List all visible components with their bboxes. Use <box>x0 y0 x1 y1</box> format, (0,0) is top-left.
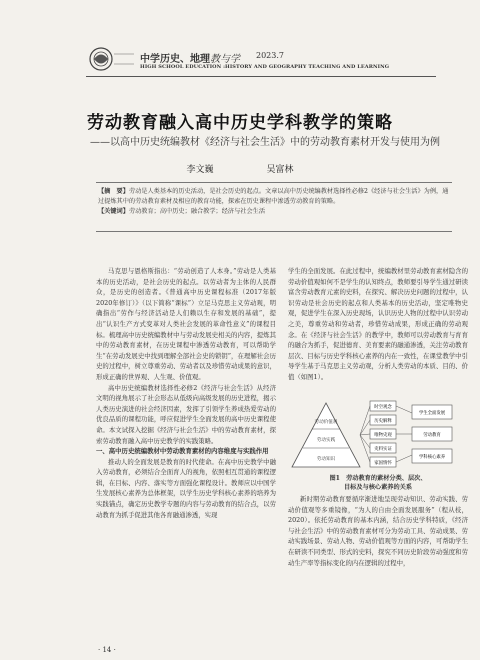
paragraph: 马克思与恩格斯指出：“劳动创造了人本身。”劳动是人类基本的历史活动，是社会历史的起点。以劳动者为主体的人民群众，是历史的创造者。《普通高中历史课程标准（2017年版2020年修订）》（以下简称“课标”）立足马克思主义劳动观，明确指出“劳作与经济活动是人们赖以生存和发展的基础”，提出“认识生产方式变革对人类社会发展的革命性意义”的课程目标。梳理高中历史统编教材中与劳动发展史相关的内容，提炼其中的劳动教育素材，在历史课程中渗透劳动教育，可以帮助学生“在劳动发展史中找到理解全部社会史的锁钥”，在理解社会历史的过程中，树立尊重劳动、劳动者以及珍惜劳动成果的意识，形成正确的世界观、人生观、价值观。 <box>96 267 276 381</box>
author-2: 吴富林 <box>266 165 294 175</box>
figure-caption-line-2: 目标及与核心素养的关系 <box>343 484 413 491</box>
tier-label-top: 劳动价值观 <box>314 420 338 425</box>
authors <box>0 162 480 175</box>
abstract-label: 【摘 要】 <box>98 188 129 195</box>
abstract <box>98 187 450 207</box>
box-label: 家国情怀 <box>374 461 392 466</box>
box-label: 唯物史观 <box>374 433 392 438</box>
body-left-column <box>96 266 276 642</box>
figure-1-diagram <box>288 395 468 473</box>
keywords <box>98 207 450 217</box>
journal-english-name: HIGH SCHOOL EDUCATION :HISTORY AND GEOGRAPHY TEACHING AND LEARNING <box>140 64 390 70</box>
abstract-text: 劳动是人类基本的历史活动，是社会历史的起点。文章以高中历史统编教材选择性必修2《经济与社会生活》为例，通过提炼其中的劳动教育素材及相应的教育功能，探索在历史课程中渗透劳动教育的策略。 <box>98 188 449 205</box>
target-label: 劳动教育 <box>423 433 441 438</box>
body-right-column-top <box>288 266 468 392</box>
body-right-column-bottom <box>288 494 468 644</box>
tier-label-bottom: 劳动知识 <box>316 457 336 462</box>
tier-label-middle: 劳动实践 <box>316 438 336 443</box>
box-label: 时空观念 <box>374 405 392 410</box>
paragraph: 推动人的全面发展是教育的时代使命。在高中历史教学中融入劳动教育，必须结合全面育人的视角，依照相互贯通的课程逻辑，在目标、内容、落实等方面强化课程设计。教师应以中国学生发展核心素养为总体框架，以学生历史学科核心素养的培养为实践锚点，确定历史教学专题的内容与劳动教育的结合点，以劳动教育为抓手促进其他各育融通渗透，实现 <box>96 457 276 519</box>
journal-suffix: 教与学 <box>210 54 240 65</box>
abstract-box <box>96 182 452 232</box>
article-title: 劳动教育融入高中历史学科教学的策略 <box>87 113 393 133</box>
journal-name <box>140 50 240 65</box>
section-heading: 一、高中历史统编教材中劳动教育素材的内容维度与实践作用 <box>96 447 269 456</box>
figure-caption <box>288 474 468 492</box>
box-label: 历史解释 <box>374 419 392 424</box>
page-number: · 14 · <box>98 646 116 654</box>
target-label: 学生全面发展 <box>418 411 446 416</box>
core-literacy-boxes <box>370 401 396 467</box>
issue-number: 2023.7 <box>256 51 284 60</box>
journal-logo-icon <box>88 46 136 72</box>
header-divider <box>86 76 436 77</box>
journal-title: 中学历史、地理 <box>140 54 210 65</box>
paragraph: 新时期劳动教育要循序渐进地呈现劳动知识、劳动实践、劳动价值观等多重镜像，“为人的自由全面发展服务”（程从枝，2020）。依托劳动教育的基本内涵，结合历史学科特质，《经济与社会生活》中的劳动教育素材可分为劳动工具、劳动成果、劳动实践场景、劳动人物、劳动价值观等方面的内容，可帮助学生在研读不同类型、形式的史料，探究不同历史阶段劳动强度和劳动生产率等指标变化的内在逻辑的过程中， <box>288 495 468 567</box>
article-subtitle: ——以高中历史统编教材《经济与社会生活》中的劳动教育素材开发与使用为例 <box>90 137 440 148</box>
box-label: 史料实证 <box>374 447 392 452</box>
author-1: 李文巍 <box>186 165 214 175</box>
paragraph: 学生的全面发展。在此过程中，统编教材里劳动教育素材隐含的劳动价值观如何不是学生的认知终点，教师要引导学生通过研读富含劳动教育元素的史料，在探究、解决历史问题的过程中，认识劳动是社会历史的起点和人类基本的历史活动，坚定唯物史观，促进学生在深入历史现场，认识历史人物的过程中认识劳动之美，尊重劳动和劳动者，珍惜劳动成果，形成正确的劳动观念。在《经济与社会生活》的教学中，教师可以劳动教育与育育的融合为抓手，促进德育、美育要素的融通渗透，关注劳动教育层次、目标与历史学科核心素养的内在一致性，在课堂教学中引导学生基于马克思主义劳动观，分析人类劳动的本质、目的、价值（如图1）。 <box>288 267 468 381</box>
figure-caption-line-1: 图1 劳动教育的素材分类、层次、 <box>329 475 427 482</box>
paragraph: 高中历史统编教材选择性必修2《经济与社会生活》从经济文明的视角展示了社会形态从低级向高级发展的历史进程，揭示人类历史演进的社会经济因素，发挥了引领学生养成热爱劳动的优良品质的课程功能，呼应促进学生全面发展的高中历史课程使命。本文试探入挖掘《经济与社会生活》中的劳动教育素材，探索劳动教育融入高中历史教学的实践策略。 <box>96 383 276 445</box>
keywords-label: 【关键词】 <box>98 208 129 215</box>
target-label: 学科核心素养 <box>418 455 446 460</box>
keywords-text: 劳动教育；高中历史；融合教学；经济与社会生活 <box>128 208 266 215</box>
